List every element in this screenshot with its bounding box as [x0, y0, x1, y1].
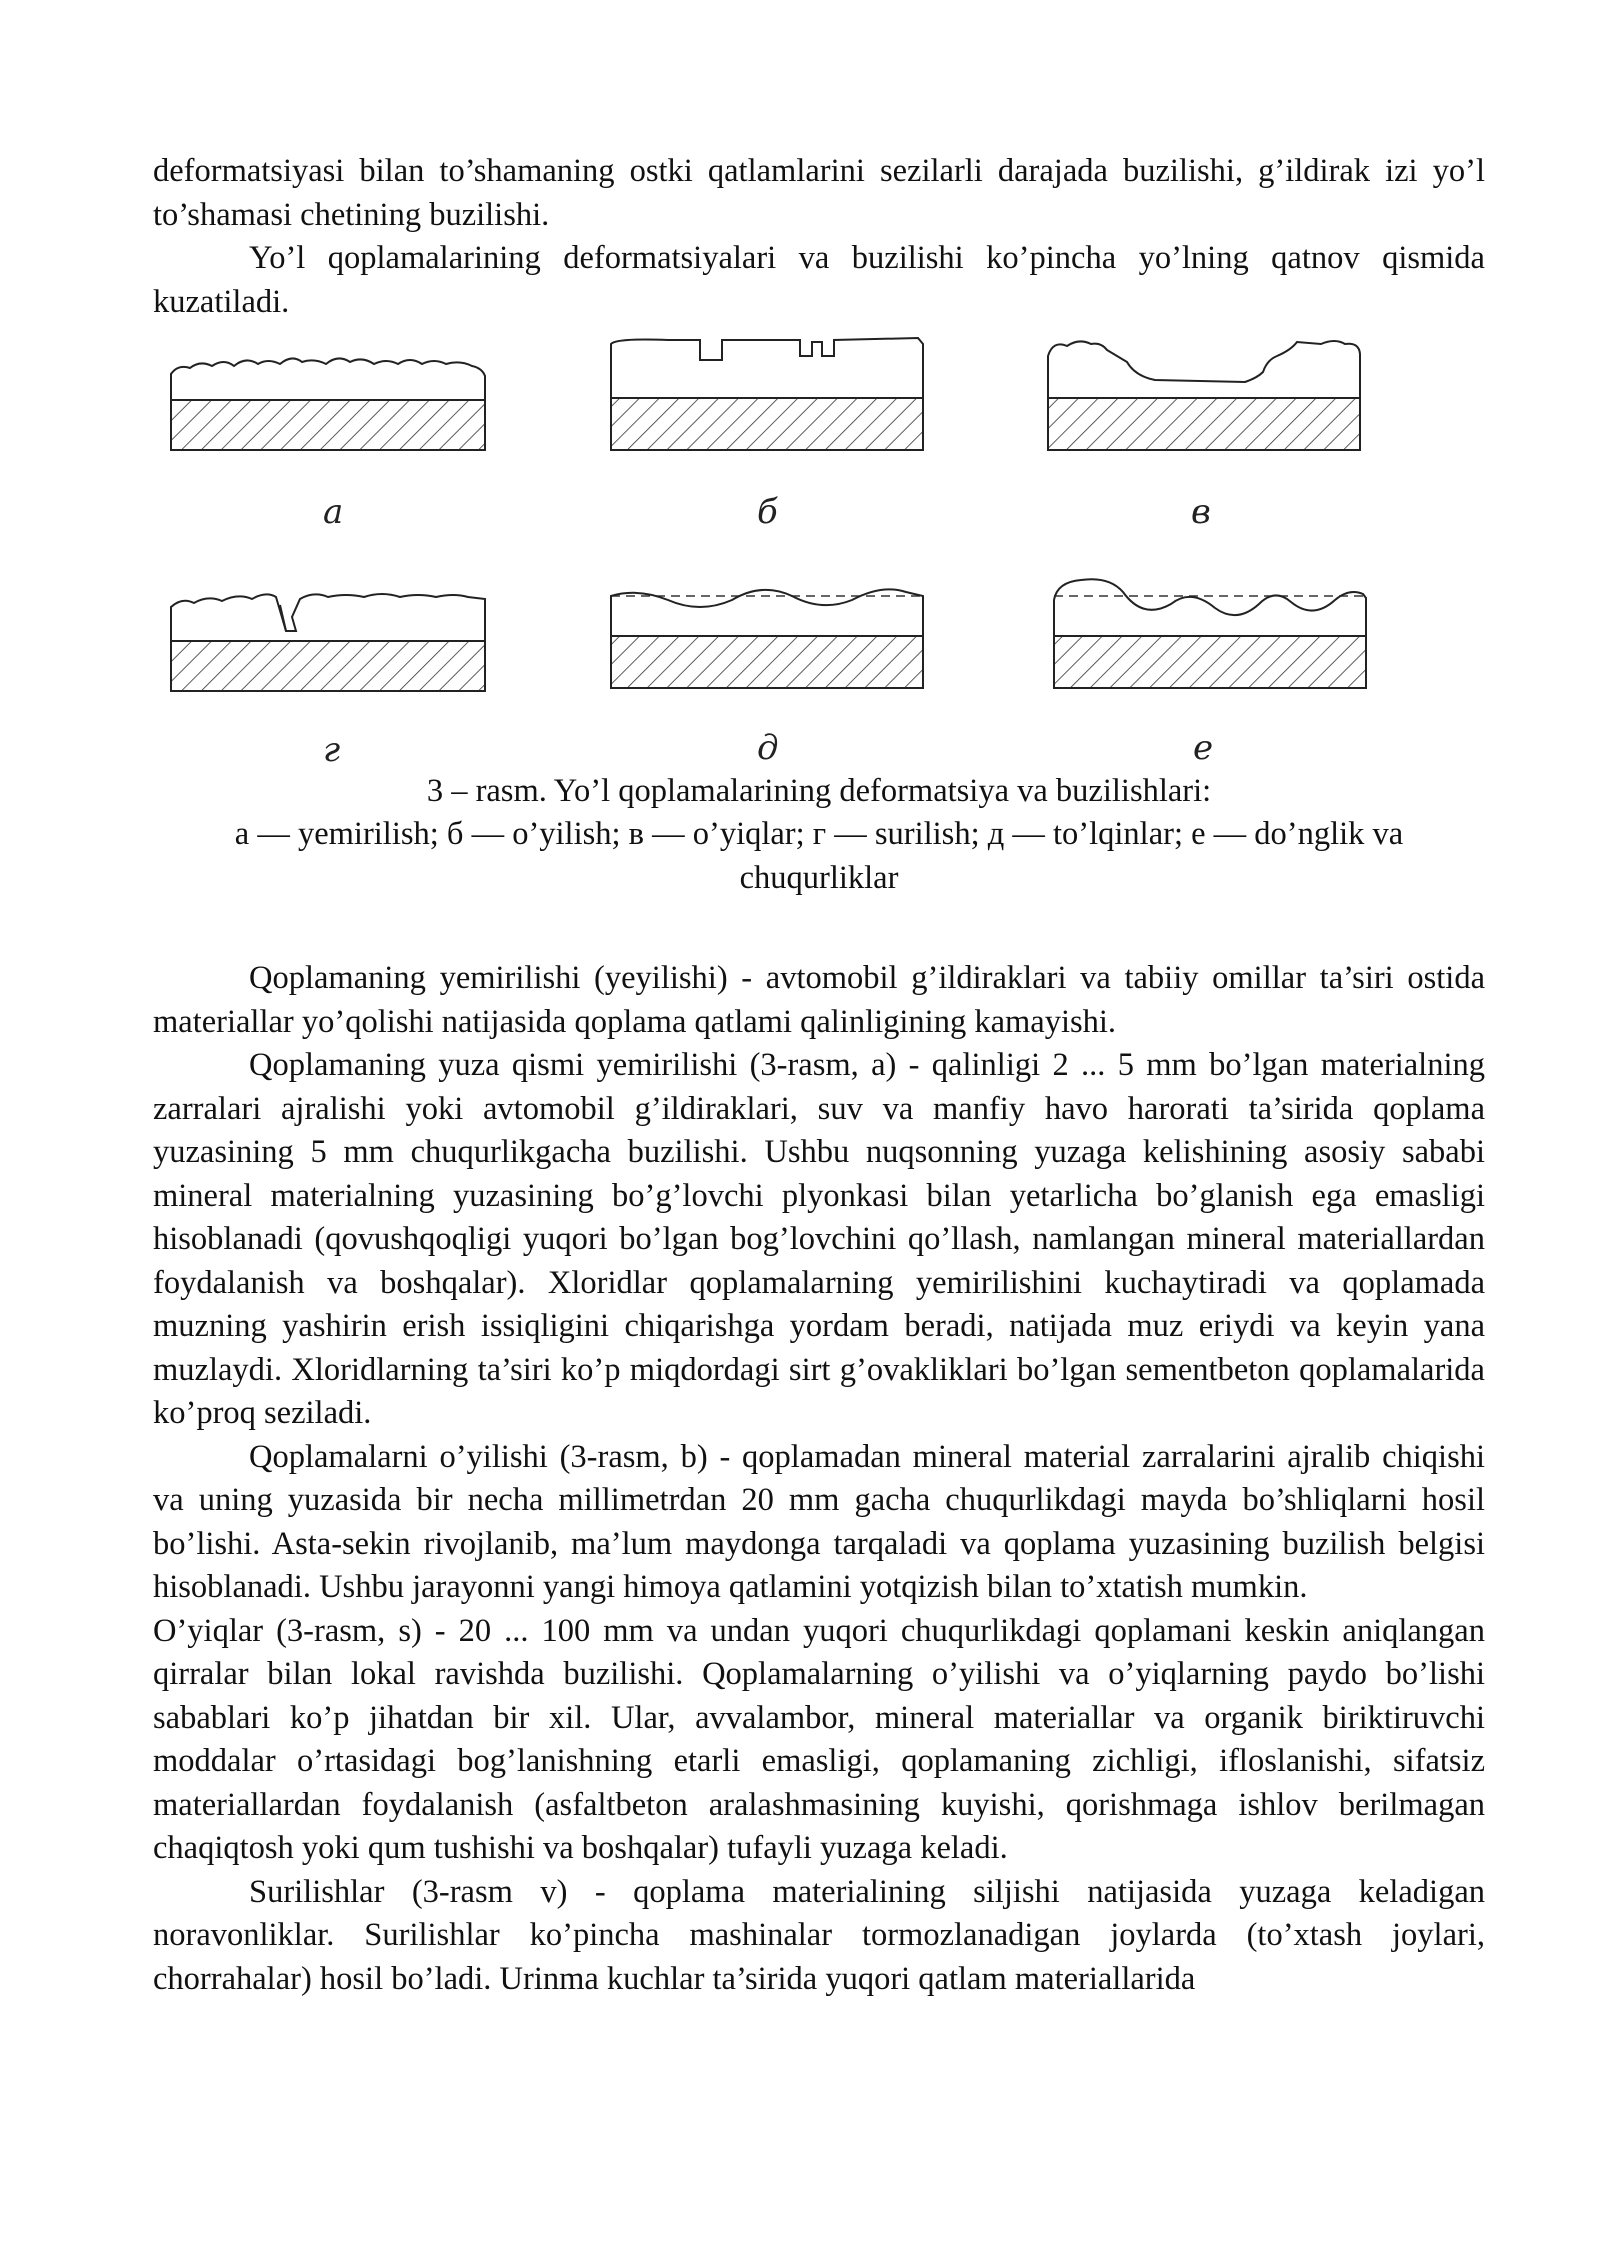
figure-3 — [153, 330, 1485, 896]
figure-caption-title: 3 – rasm. Yo’l qoplamalarining deformatsiya va buzilishlari: — [426, 773, 1212, 809]
paragraph-continuation: deformatsiyasi bilan to’shamaning ostki qatlamlarini sezilarli darajada buzilishi, g’ildirak izi yo’l to’shamasi chetining buzilishi. — [153, 153, 1485, 233]
diagram-a-wear — [168, 344, 488, 454]
diagram-label-a: а — [323, 492, 344, 532]
diagram-label-e: е — [1193, 728, 1214, 768]
diagram-d-waves — [608, 568, 928, 692]
paragraph-potholes: O’yiqlar (3-rasm, s) - 20 ... 100 mm va undan yuqori chuqurlikdagi qoplamani keskin aniqlangan qirralar bilan lokal ravishda buzilishi. Qoplamalarning o’yilishi va o’yiqlarning paydo bo’lishi sabablari ko’p jihatdan bir xil. Ular, avvalambor, mineral materiallar va organik biriktiruvchi moddalar o’rtasidagi bog’lanishning etarli emasligi, qoplamaning zichligi, ifloslanishi, sifatsiz materiallardan foydalanish (asfaltbeton aralashmasining kuyishi, qorishmaga ishlov berilmagan chaqiqtosh yoki qum tushishi va boshqalar) tufayli yuzaga keladi. — [153, 1612, 1485, 1866]
paragraph-pitting: Qoplamalarni o’yilishi (3-rasm, b) - qoplamadan mineral material zarralarini ajralib chiqishi va uning yuzasida bir necha millimetrdan 20 mm gacha chuqurlikdagi mayda bo’shliqlarni hosil bo’lishi. Asta-sekin rivojlanib, ma’lum maydonga tarqaladi va qoplama yuzasining buzilish belgisi hisoblanadi. Ushbu jarayonni yangi himoya qatlamini yotqizish bilan to’xtatish mumkin. — [153, 1438, 1485, 1605]
diagram-g-shoving — [168, 585, 488, 695]
diagram-label-v: в — [1191, 492, 1211, 532]
diagram-e-bumps — [1051, 568, 1371, 692]
diagram-label-d: д — [757, 728, 779, 768]
paragraph-shoving: Surilishlar (3-rasm v) - qoplama materialining siljishi natijasida yuzaga keladigan noravonliklar. Surilishlar ko’pincha mashinalar tormozlanadigan joylarda (to’xtash joylari, chorrahalar) hosil bo’ladi. Urinma kuchlar ta’sirida yuqori qatlam materiallarida — [153, 1873, 1485, 1997]
diagram-label-b: б — [757, 492, 778, 532]
paragraph-intro: Yo’l qoplamalarining deformatsiyalari va buzilishi ko’pincha yo’lning qatnov qismida kuzatiladi. — [153, 240, 1485, 320]
diagram-label-g: г — [323, 730, 341, 770]
paragraph-wear-definition: Qoplamaning yemirilishi (yeyilishi) - avtomobil g’ildiraklari va tabiiy omillar ta’siri ostida materiallar yo’qolishi natijasida qoplama qatlami qalinligining kamayishi. — [153, 960, 1485, 1040]
document-page — [153, 150, 1485, 2001]
paragraph-surface-wear: Qoplamaning yuza qismi yemirilishi (3-rasm, a) - qalinligi 2 ... 5 mm bo’lgan materialning zarralari ajralishi yoki avtomobil g’ildiraklari, suv va manfiy havo harorati ta’sirida qoplama yuzasining 5 mm chuqurlikgacha buzilishi. Ushbu nuqsonning yuzaga kelishining asosiy sababi mineral materialning yuzasining bo’g’lovchi plyonkasi bilan yetarlicha bo’glanish ega emasligi hisoblanadi (qovushqoqligi yuqori bo’lgan bog’lovchini qo’llash, namlangan mineral materiallardan foydalanish va boshqalar). Xloridlar qoplamalarning yemirilishini kuchaytiradi va qoplamada muzning yashirin erish issiqligini chiqarishga yordam beradi, natijada muz eriydi va keyin yana muzlaydi. Xloridlarning ta’siri ko’p miqdordagi sirt g’ovakliklari bo’lgan sementbeton qoplamalarida ko’proq seziladi. — [153, 1047, 1485, 1431]
diagram-b-pitting — [608, 330, 928, 454]
figure-caption-legend: а — yemirilish; б — o’yilish; в — o’yiqlar; г — surilish; д — to’lqinlar; е — do’nglik va chuqurliklar — [234, 816, 1404, 896]
diagram-v-potholes — [1045, 332, 1365, 456]
